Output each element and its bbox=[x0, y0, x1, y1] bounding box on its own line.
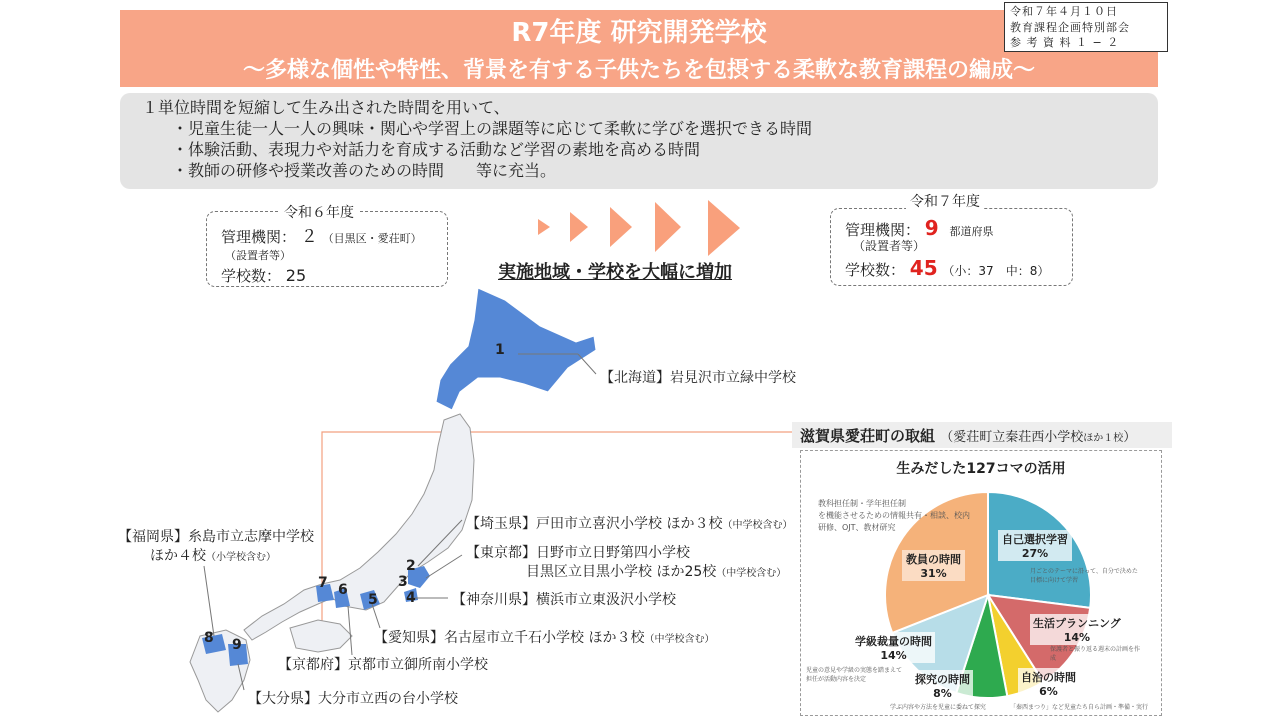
leader-line bbox=[348, 606, 352, 655]
label-fukuoka-note: （小学校含む） bbox=[206, 552, 276, 563]
slice-label-inquiry bbox=[912, 670, 973, 701]
r7-caption: 令和７年度 bbox=[906, 191, 984, 211]
intro-bullet: ・児童生徒一人一人の興味・関心や学習上の課題等に応じて柔軟に学びを選択できる時間 bbox=[172, 119, 813, 138]
ref-date: 令和７年４月１０日 bbox=[1010, 5, 1118, 18]
r7-school-note: （小：37 中：8） bbox=[942, 264, 1050, 278]
map-number: 2 bbox=[406, 558, 416, 574]
slice-value: 6% bbox=[1039, 685, 1058, 698]
shiga-panel-title bbox=[792, 422, 1172, 448]
page-subtitle: 〜多様な個性や特性、背景を有する子供たちを包摂する柔軟な教育課程の編成〜 bbox=[242, 58, 1035, 83]
r7-school-count: 45 bbox=[909, 256, 938, 280]
r6-caption: 令和６年度 bbox=[280, 202, 358, 222]
life-planning-note: 保護者と振り返る週末の計画を作成 bbox=[1050, 646, 1141, 662]
label-oita: 【大分県】大分市立西の台小学校 bbox=[248, 691, 458, 707]
page-title: R7年度 研究開発学校 bbox=[511, 18, 767, 48]
label-tokyo-note: （中学校含む） bbox=[716, 568, 787, 579]
map-number: 5 bbox=[368, 592, 378, 608]
map-number: 8 bbox=[204, 630, 214, 646]
map-number: 9 bbox=[232, 637, 242, 653]
self-govern-note: 「秦西まつり」など児童たち自ら計画・準備・実行 bbox=[1010, 704, 1149, 711]
leader-line bbox=[578, 354, 596, 374]
inquiry-note: 学ぶ内容や方法を児童に委ねて探究 bbox=[890, 704, 986, 711]
ref-doc-number: 参 考 資 料 １ − ２ bbox=[1010, 36, 1120, 49]
label-tokyo2 bbox=[526, 561, 786, 581]
map-number: 4 bbox=[406, 590, 416, 606]
slice-value: 14% bbox=[1063, 631, 1091, 644]
note-line: を機能させるための情報共有・相談、校内 bbox=[818, 511, 970, 520]
pie-title: 生みだした127コマの活用 bbox=[896, 461, 1066, 477]
label-hokkaido: 【北海道】岩見沢市立緑中学校 bbox=[600, 370, 796, 386]
increase-headline: 実施地域・学校を大幅に増加 bbox=[498, 262, 732, 283]
slice-value: 14% bbox=[880, 649, 907, 662]
self-selected-note: 月ごとのテーマに沿って、自分で決めた目標に向けて学習 bbox=[1030, 568, 1138, 584]
r6-school-count: 25 bbox=[285, 266, 307, 285]
shiga-subtitle: （愛荘町立秦荘西小学校 bbox=[940, 430, 1084, 445]
label-fukuoka2-text: ほか４校 bbox=[150, 548, 206, 564]
slice-value: 8% bbox=[933, 687, 952, 700]
leader-line bbox=[204, 566, 214, 636]
label-saitama bbox=[466, 513, 792, 533]
shiga-title-text: 滋賀県愛荘町の取組 bbox=[800, 427, 936, 445]
r6-setter: （設置者等） bbox=[225, 249, 291, 262]
r7-org-count: 9 bbox=[924, 216, 939, 240]
ref-committee: 教育課程企画特別部会 bbox=[1010, 20, 1130, 34]
label-kyoto: 【京都府】京都市立御所南小学校 bbox=[278, 657, 488, 673]
slice-value: 27% bbox=[1021, 547, 1049, 560]
hokkaido-region bbox=[436, 288, 596, 410]
r7-org-label: 管理機関： bbox=[845, 221, 921, 239]
shiga-subtitle-small: ほか１校 bbox=[1083, 433, 1124, 444]
r7-org-unit: 都道府県 bbox=[949, 225, 994, 238]
intro-lead: １単位時間を短縮して生み出された時間を用いて、 bbox=[142, 98, 510, 117]
r6-org-label: 管理機関： bbox=[221, 228, 297, 246]
map-number: 7 bbox=[318, 575, 328, 591]
map-number: 6 bbox=[338, 582, 348, 598]
intro-bullet: ・体験活動、表現力や対話力を育成する活動など学習の素地を高める時間 bbox=[172, 140, 701, 159]
slice-label-self-selected bbox=[998, 530, 1072, 561]
label-aichi-note: （中学校含む） bbox=[644, 634, 715, 645]
map-number: 1 bbox=[495, 342, 505, 358]
r7-summary-box bbox=[830, 208, 1073, 286]
slice-name: 探究の時間 bbox=[915, 673, 970, 686]
label-tokyo2-text: 目黒区立目黒小学校 ほか25校 bbox=[526, 564, 717, 580]
slice-name: 自治の時間 bbox=[1021, 671, 1076, 684]
r6-school-label: 学校数： bbox=[221, 267, 282, 285]
slice-name: 生活プランニング bbox=[1033, 617, 1121, 630]
label-aichi-text: 【愛知県】名古屋市立千石小学校 ほか３校 bbox=[374, 630, 645, 646]
map-number: 3 bbox=[398, 574, 408, 590]
r6-org-note: （目黒区・愛荘町） bbox=[322, 232, 422, 245]
label-fukuoka2 bbox=[150, 545, 276, 565]
shiga-subtitle-end: ） bbox=[1123, 430, 1137, 445]
note-line: 研修、OJT、教材研究 bbox=[818, 523, 896, 532]
r7-setter: （設置者等） bbox=[853, 239, 926, 253]
slice-name: 教員の時間 bbox=[906, 553, 961, 566]
class-discretion-note: 児童の意見や学級の実態を踏まえて担任が活動内容を決定 bbox=[806, 667, 903, 683]
slice-label-class-discretion bbox=[852, 632, 935, 663]
shikoku-region bbox=[290, 620, 352, 652]
slice-label-teacher-time bbox=[902, 550, 965, 581]
label-saitama-note: （中学校含む） bbox=[722, 520, 793, 531]
slice-label-life-planning bbox=[1030, 614, 1124, 645]
label-saitama-text: 【埼玉県】戸田市立喜沢小学校 ほか３校 bbox=[466, 516, 723, 532]
note-line: 教科担任制・学年担任制 bbox=[818, 499, 906, 508]
slice-label-self-govern bbox=[1018, 668, 1079, 699]
slice-name: 自己選択学習 bbox=[1002, 533, 1068, 546]
label-fukuoka1: 【福岡県】糸島市立志摩中学校 bbox=[118, 529, 314, 545]
slice-value: 31% bbox=[920, 567, 947, 580]
r6-org-count: ２ bbox=[300, 227, 318, 247]
label-aichi bbox=[374, 627, 714, 647]
r7-school-row bbox=[845, 256, 1058, 280]
label-kanagawa: 【神奈川県】横浜市立東汲沢小学校 bbox=[452, 592, 676, 608]
reference-box bbox=[1004, 2, 1168, 52]
r7-school-label: 学校数： bbox=[845, 261, 906, 279]
label-tokyo1: 【東京都】日野市立日野第四小学校 bbox=[466, 545, 690, 561]
teacher-time-note bbox=[818, 498, 970, 534]
intro-bullet: ・教師の研修や授業改善のための時間 等に充当。 bbox=[172, 161, 557, 180]
slice-name: 学級裁量の時間 bbox=[855, 635, 932, 648]
